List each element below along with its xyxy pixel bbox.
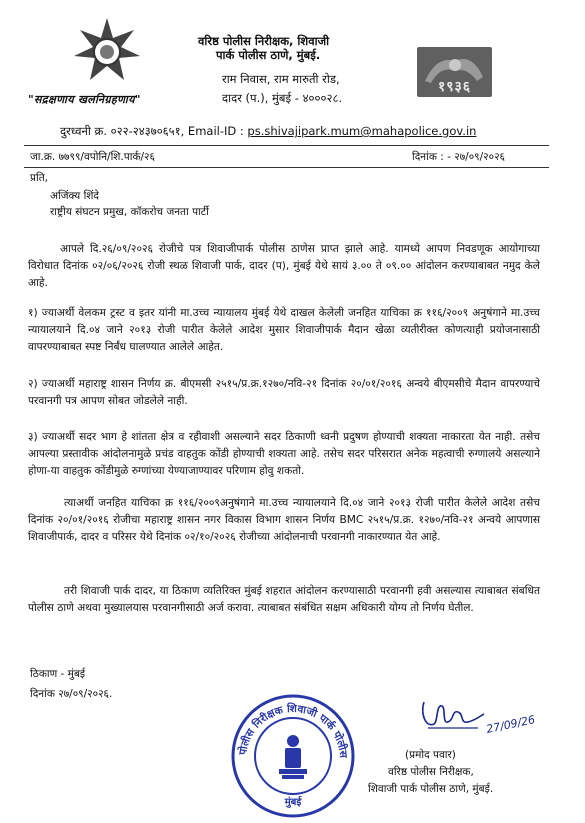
address-line-1: राम निवास, राम मारुती रोड,: [222, 72, 340, 86]
centenary-logo: [417, 47, 492, 97]
stamp-top-text: पोलीस निरीक्षक शिवाजी पार्क पोलीस: [237, 702, 350, 759]
office-line-2: पार्क पोलीस ठाणे, मुंबई.: [216, 48, 321, 62]
contact-label: दुरध्वनी क्र. ०२२-२४३७०६५१, Email-ID :: [60, 124, 244, 138]
signature-mark: [418, 694, 488, 734]
body-point-3: ३) ज्याअर्थी सदर भाग हे शांतता क्षेत्र व रहीवाशी असल्याने सदर ठिकाणी ध्वनी प्रदुषण होण्याची शक्यता नाकारता येत नाही. तसेच आपल्या प्रस्तावीक आंदोलनामुळे प्रचंड वाहतुक कोंडी होण्याची शक्यता आहे. तसेच सदर परिसरात अनेक महत्वाची रुग्णालये असल्याने होणा-या वाहतुक कोंडीमुळे रुग्णांच्या येण्याजाण्यावर परिणाम होवु शकतो.: [28, 431, 540, 477]
official-stamp: [230, 693, 356, 819]
signatory-title: वरिष्ठ पोलीस निरीक्षक,: [388, 766, 474, 778]
office-address: [222, 72, 342, 105]
header-divider-top: [24, 145, 549, 146]
body-point-2: २) ज्याअर्थी महाराष्ट्र शासन निर्णय क्र. बीएमसी २५१५/प्र.क्र.१२७०/नवि-२१ दिनांक २०/०१/२०१६ अन्वये बीएमसीचे मैदान वापरण्याचे परवानगी पत्र आपण सोबत जोडलेले नाही.: [28, 378, 540, 407]
signature-date: 27/09/26: [485, 713, 537, 736]
signatory-station: शिवाजी पार्क पोलीस ठाणे, मुंबई.: [368, 783, 494, 795]
footer-date: दिनांक २७/०९/२०२६.: [30, 688, 113, 700]
address-line-2: दादर (प.), मुंबई - ४०००२८.: [222, 91, 343, 105]
signatory-name: (प्रमोद पवार): [405, 749, 456, 761]
body-intro: आपले दि.२६/०९/२०२६ रोजीचे पत्र शिवाजीपार्क पोलीस ठाणेस प्राप्त झाले आहे. यामध्ये आपण निवडणूक आयोगाच्या विरोधात दिनांक ०२/०६/२०२६ रोजी स्थळ शिवाजी पार्क, दादर (प), मुंबई येथे सायं ३.०० ते ०९.०० आंदोलन करण्याबाबत नमुद केले आहे.: [28, 243, 540, 289]
letter-date: दिनांक : - २७/०९/२०२६: [412, 151, 506, 163]
body-advice: तरी शिवाजी पार्क दादर, या ठिकाण व्यतिरिक्त मुंबई शहरात आंदोलन करण्यासाठी परवानगी हवी असल्यास त्याबाबत संबधित पोलीस ठाणे अथवा मुख्यालयास परवानगीसाठी अर्ज करावा. त्याबाबत संबंधित सक्षम अधिकारी योग्य तो निर्णय घेतील.: [28, 585, 540, 614]
body-point-1: १) ज्याअर्थी वेलकम ट्रस्ट व इतर यांनी मा.उच्च न्यायालय मुंबई येथे दाखल केलेली जनहित याचिका क्र ११६/२००९ अनुषंगाने मा.उच्च न्यायालयाने दि.०४ जाने २०१३ रोजी पारीत केलेले आदेश मुसार शिवाजीपार्क मैदान खेळा व्यतीरीक्त कोणत्याही प्रयोजनासाठी वापरण्याबाबत स्पष्ट निर्बंध घालण्यात आलेले आहेत.: [28, 307, 540, 353]
stamp-bottom-text: मुंबई: [284, 797, 302, 808]
recipient-name: अजिंक्य शिंदे: [50, 190, 100, 202]
police-emblem-icon: [72, 16, 142, 86]
footer-place: ठिकाण - मुंबई: [30, 668, 86, 680]
body-conclusion: त्याअर्थी जनहित याचिका क्र ११६/२००९अनुषंगाने मा.उच्च न्यायालयाने दि.०४ जाने २०१३ रोजी पारीत केलेले आदेश तसेच दिनांक २०/०१/२०१६ रोजीचा महाराष्ट्र शासन नगर विकास विभाग शासन निर्णय BMC २५१५/प्र.क्र. १२७०/नवि-२१ अन्वये आपणास शिवाजीपार्क, दादर व परिसर येथे दिनांक ०२/१०/२०२६ रोजीच्या आंदोलनाची परवानगी नाकारण्यात येत आहे.: [28, 497, 540, 543]
office-name: [198, 34, 329, 62]
contact-line: [60, 124, 476, 139]
header-divider-bottom: [24, 167, 549, 168]
office-line-1: वरिष्ठ पोलीस निरीक्षक, शिवाजी: [198, 34, 330, 48]
centenary-logo-text: १९३६: [437, 79, 472, 95]
letterhead-motto: "सद्रक्षणाय खलनिग्रहणाय": [28, 93, 141, 106]
email-link[interactable]: ps.shivajipark.mum@mahapolice.gov.in: [247, 124, 477, 138]
recipient-to: प्रति,: [30, 172, 49, 184]
reference-number: जा.क्र. ७७९९/वपोनि/शि.पार्क/२६: [30, 151, 155, 163]
recipient-title: राष्ट्रीय संघटन प्रमुख, कॉकरोच जनता पार्टी: [50, 206, 209, 218]
stamp-seal-icon: [230, 693, 356, 819]
